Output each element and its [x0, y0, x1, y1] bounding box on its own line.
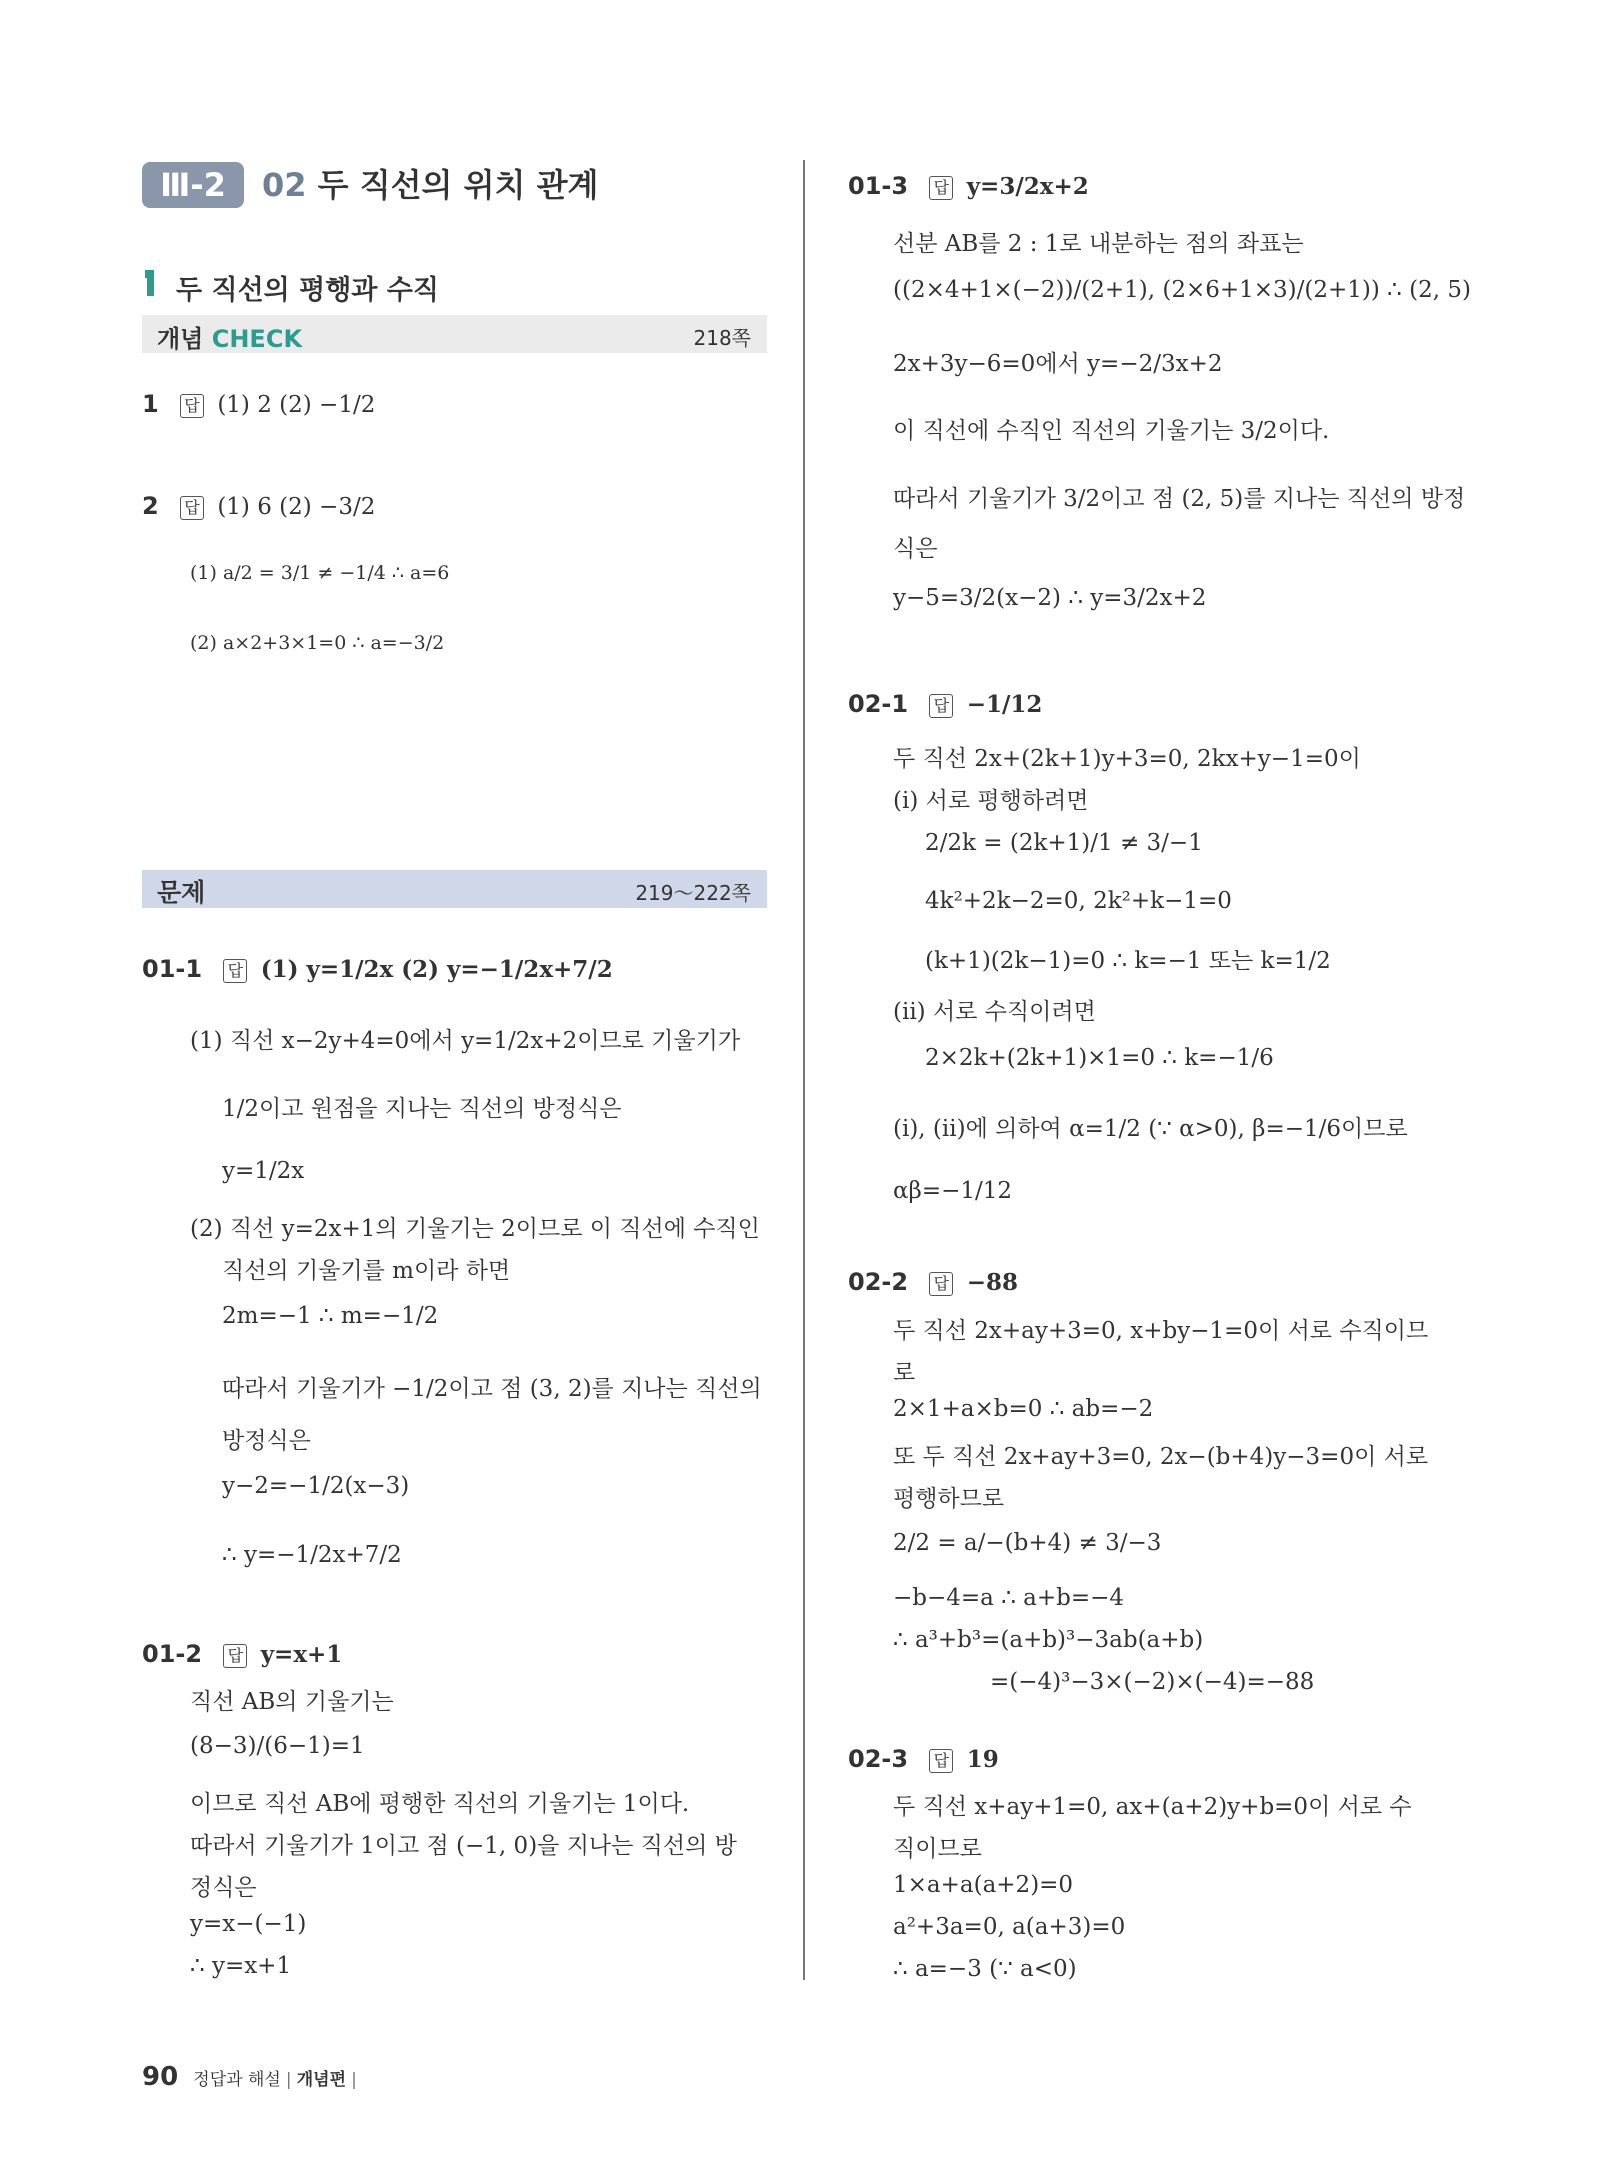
- page-title: [262, 162, 598, 208]
- p011-line-10: ∴ y=−1/2x+7/2: [222, 1542, 402, 1568]
- problem-02-3: [848, 1745, 999, 1773]
- concept-q1: [142, 390, 375, 418]
- problems-label: 문제: [157, 878, 206, 907]
- p011-line-9: y−2=−1/2(x−3): [222, 1473, 410, 1499]
- p021-line-5: (k+1)(2k−1)=0 ∴ k=−1 또는 k=1/2: [925, 948, 1331, 974]
- check-page: 218쪽: [693, 326, 751, 350]
- q2-solution-1: (1) a/2 = 3/1 ≠ −1/4 ∴ a=6: [190, 562, 450, 584]
- problems-pages: 219〜222쪽: [635, 881, 751, 905]
- title-text: 두 직선의 위치 관계: [317, 166, 599, 204]
- p012-line-1: 직선 AB의 기울기는: [190, 1689, 394, 1715]
- book-name: 정답과 해설: [193, 2070, 281, 2090]
- p022-line-3: 2×1+a×b=0 ∴ ab=−2: [893, 1396, 1154, 1422]
- page-number: 90: [142, 2062, 179, 2092]
- p021-line-9: αβ=−1/12: [893, 1178, 1013, 1204]
- problem-01-2: [142, 1640, 342, 1668]
- problem-number: 02-1: [848, 690, 909, 718]
- answer-mark-icon: 답: [929, 1272, 953, 1296]
- p023-line-1: 두 직선 x+ay+1=0, ax+(a+2)y+b=0이 서로 수: [893, 1794, 1412, 1820]
- problem-number: 02-3: [848, 1745, 909, 1773]
- p023-line-4: a²+3a=0, a(a+3)=0: [893, 1914, 1126, 1940]
- p011-line-5: 직선의 기울기를 m이라 하면: [222, 1258, 511, 1284]
- chapter-number: Ⅲ-2: [160, 166, 226, 204]
- p022-line-8: ∴ a³+b³=(a+b)³−3ab(a+b): [893, 1627, 1204, 1653]
- p021-line-7: 2×2k+(2k+1)×1=0 ∴ k=−1/6: [925, 1045, 1274, 1071]
- check-label-a: 개념: [157, 325, 204, 353]
- p011-line-7: 따라서 기울기가 −1/2이고 점 (3, 2)를 지나는 직선의: [222, 1376, 762, 1402]
- p022-line-1: 두 직선 2x+ay+3=0, x+by−1=0이 서로 수직이므: [893, 1318, 1429, 1344]
- p022-line-9: =(−4)³−3×(−2)×(−4)=−88: [990, 1669, 1315, 1695]
- p011-line-1: (1) 직선 x−2y+4=0에서 y=1/2x+2이므로 기울기가: [190, 1028, 741, 1054]
- check-label-b: CHECK: [211, 325, 303, 353]
- p011-line-8: 방정식은: [222, 1428, 311, 1454]
- title-number: 02: [262, 166, 307, 204]
- p013-line-5: 따라서 기울기가 3/2이고 점 (2, 5)를 지나는 직선의 방정: [893, 486, 1466, 512]
- p011-line-6: 2m=−1 ∴ m=−1/2: [222, 1303, 439, 1329]
- q2-solution-2: (2) a×2+3×1=0 ∴ a=−3/2: [190, 632, 445, 654]
- problems-bar: [142, 870, 767, 908]
- answer-mark-icon: 답: [929, 694, 953, 718]
- problem-01-3: [848, 172, 1089, 200]
- p021-line-6: (ii) 서로 수직이려면: [893, 999, 1096, 1025]
- p012-line-6: y=x−(−1): [190, 1911, 307, 1937]
- p022-line-4: 또 두 직선 2x+ay+3=0, 2x−(b+4)y−3=0이 서로: [893, 1444, 1429, 1470]
- answer-mark-icon: 답: [223, 1644, 247, 1668]
- footer-separator: |: [351, 2070, 357, 2090]
- p023-line-5: ∴ a=−3 (∵ a<0): [893, 1956, 1077, 1982]
- p023-line-2: 직이므로: [893, 1836, 982, 1862]
- p012-line-2: (8−3)/(6−1)=1: [190, 1733, 365, 1759]
- q2-answer: (1) 6 (2) −3/2: [217, 494, 376, 520]
- p013-line-1: 선분 AB를 2 : 1로 내분하는 점의 좌표는: [893, 231, 1304, 257]
- p021-line-8: (i), (ii)에 의하여 α=1/2 (∵ α>0), β=−1/6이므로: [893, 1116, 1408, 1142]
- p013-line-6: 식은: [893, 536, 938, 562]
- problem-number: 01-3: [848, 172, 909, 200]
- p013-line-4: 이 직선에 수직인 직선의 기울기는 3/2이다.: [893, 418, 1330, 444]
- problem-01-1: [142, 955, 613, 983]
- page-footer: [142, 2062, 357, 2092]
- problem-answer: y=3/2x+2: [966, 173, 1089, 200]
- answer-mark-icon: 답: [180, 394, 204, 418]
- problem-answer: (1) y=1/2x (2) y=−1/2x+7/2: [260, 956, 613, 983]
- p012-line-5: 정식은: [190, 1875, 257, 1901]
- p013-line-7: y−5=3/2(x−2) ∴ y=3/2x+2: [893, 585, 1207, 611]
- answer-mark-icon: 답: [223, 959, 247, 983]
- p011-line-4: (2) 직선 y=2x+1의 기울기는 2이므로 이 직선에 수직인: [190, 1216, 760, 1242]
- p011-line-3: y=1/2x: [222, 1158, 305, 1184]
- problem-number: 02-2: [848, 1268, 909, 1296]
- problem-number: 01-2: [142, 1640, 203, 1668]
- p022-line-7: −b−4=a ∴ a+b=−4: [893, 1585, 1125, 1611]
- q2-number: 2: [142, 492, 159, 520]
- p021-line-3: 2/2k = (2k+1)/1 ≠ 3/−1: [925, 830, 1203, 856]
- p022-line-6: 2/2 = a/−(b+4) ≠ 3/−3: [893, 1530, 1162, 1556]
- problem-answer: y=x+1: [260, 1641, 343, 1668]
- p012-line-3: 이므로 직선 AB에 평행한 직선의 기울기는 1이다.: [190, 1791, 690, 1817]
- p021-line-4: 4k²+2k−2=0, 2k²+k−1=0: [925, 888, 1232, 914]
- answer-mark-icon: 답: [929, 1749, 953, 1773]
- p012-line-7: ∴ y=x+1: [190, 1953, 292, 1979]
- check-label: [157, 319, 302, 354]
- p022-line-2: 로: [893, 1360, 916, 1386]
- section-heading: 두 직선의 평행과 수직: [176, 275, 439, 306]
- p013-line-3: 2x+3y−6=0에서 y=−2/3x+2: [893, 351, 1223, 377]
- chapter-badge: [142, 162, 244, 208]
- p021-line-1: 두 직선 2x+(2k+1)y+3=0, 2kx+y−1=0이: [893, 746, 1361, 772]
- p012-line-4: 따라서 기울기가 1이고 점 (−1, 0)을 지나는 직선의 방: [190, 1833, 737, 1859]
- section-marker-icon: [142, 268, 156, 298]
- q1-number: 1: [142, 390, 159, 418]
- answer-mark-icon: 답: [929, 176, 953, 200]
- problem-02-2: [848, 1268, 1018, 1296]
- footer-separator: |: [285, 2070, 292, 2090]
- answer-mark-icon: 답: [180, 496, 204, 520]
- p013-line-2: ((2×4+1×(−2))/(2+1), (2×6+1×3)/(2+1)) ∴ (2, 5): [893, 277, 1471, 303]
- p023-line-3: 1×a+a(a+2)=0: [893, 1872, 1074, 1898]
- problem-answer: 19: [966, 1746, 999, 1773]
- q1-answer: (1) 2 (2) −1/2: [217, 392, 376, 418]
- problem-answer: −88: [966, 1269, 1018, 1296]
- problem-answer: −1/12: [966, 691, 1043, 718]
- problem-02-1: [848, 690, 1042, 718]
- concept-q2: [142, 492, 375, 520]
- column-divider: [803, 160, 805, 1980]
- concept-check-bar: [142, 315, 767, 353]
- p011-line-2: 1/2이고 원점을 지나는 직선의 방정식은: [222, 1096, 622, 1122]
- book-part: 개념편: [296, 2070, 346, 2090]
- p021-line-2: (i) 서로 평행하려면: [893, 788, 1089, 814]
- p022-line-5: 평행하므로: [893, 1486, 1005, 1512]
- problem-number: 01-1: [142, 955, 203, 983]
